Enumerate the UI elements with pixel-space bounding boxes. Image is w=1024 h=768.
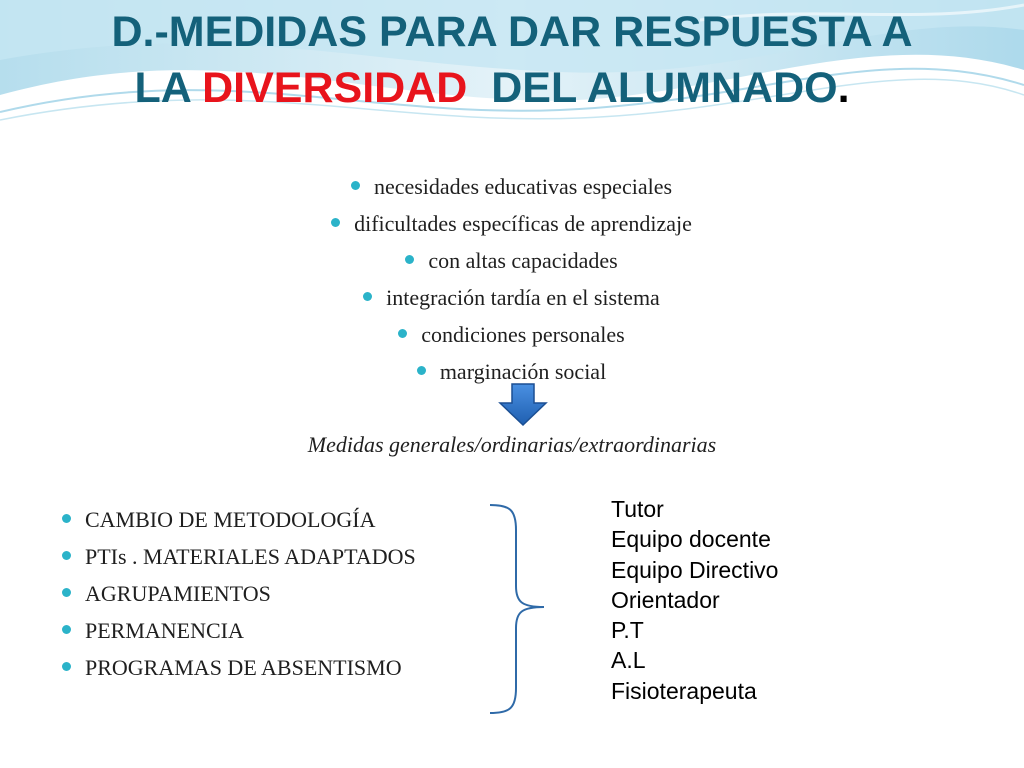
- list-item: [0, 168, 1024, 205]
- role-item: A.L: [611, 647, 646, 674]
- bullet-icon: [417, 366, 426, 375]
- role-item: Equipo docente: [611, 526, 771, 553]
- title-line-2-end: DEL ALUMNADO: [467, 64, 838, 112]
- role-item: P.T: [611, 617, 644, 644]
- list-item-text: necesidades educativas especiales: [373, 174, 673, 199]
- list-item-text: CAMBIO DE METODOLOGÍA: [85, 507, 376, 532]
- list-item: [0, 242, 1024, 279]
- bullet-icon: [62, 625, 71, 634]
- title-line-1: D.-MEDIDAS PARA DAR RESPUESTA A: [111, 8, 913, 56]
- list-item: [62, 538, 416, 575]
- bullet-icon: [331, 218, 340, 227]
- needs-list: [0, 168, 1024, 390]
- slide-title: [0, 4, 1024, 116]
- list-item: [62, 612, 416, 649]
- roles-list: [611, 494, 778, 706]
- title-line-2-start: LA: [134, 64, 203, 112]
- bullet-icon: [363, 292, 372, 301]
- list-item: [0, 279, 1024, 316]
- role-item: Fisioterapeuta: [611, 677, 757, 704]
- bullet-icon: [351, 181, 360, 190]
- down-arrow-icon: [498, 383, 548, 427]
- bullet-icon: [62, 662, 71, 671]
- list-item-text: AGRUPAMIENTOS: [85, 581, 271, 606]
- list-item: [0, 316, 1024, 353]
- list-item-text: integración tardía en el sistema: [386, 285, 660, 310]
- list-item-text: con altas capacidades: [428, 248, 618, 273]
- list-item-text: marginación social: [439, 359, 607, 384]
- title-highlight: DIVERSIDAD: [202, 64, 468, 112]
- list-item-text: dificultades específicas de aprendizaje: [354, 211, 692, 236]
- list-item-text: PROGRAMAS DE ABSENTISMO: [85, 655, 402, 680]
- list-item-text: PERMANENCIA: [85, 618, 244, 643]
- list-item-text: PTIs . MATERIALES ADAPTADOS: [85, 544, 416, 569]
- list-item-text: condiciones personales: [421, 322, 625, 347]
- bullet-icon: [398, 329, 407, 338]
- bullet-icon: [62, 588, 71, 597]
- bullet-icon: [62, 551, 71, 560]
- title-line-2: [0, 60, 1024, 116]
- list-item: [62, 501, 416, 538]
- list-item: [62, 649, 416, 686]
- list-item: [62, 575, 416, 612]
- title-period: .: [837, 64, 850, 112]
- measures-list: [62, 501, 416, 686]
- right-brace-icon: [486, 502, 550, 716]
- role-item: Equipo Directivo: [611, 556, 779, 583]
- bullet-icon: [62, 514, 71, 523]
- bullet-icon: [405, 255, 414, 264]
- list-item: [0, 205, 1024, 242]
- role-item: Tutor: [611, 496, 664, 522]
- role-item: Orientador: [611, 586, 720, 613]
- medidas-label: Medidas generales/ordinarias/extraordinarias: [307, 432, 717, 457]
